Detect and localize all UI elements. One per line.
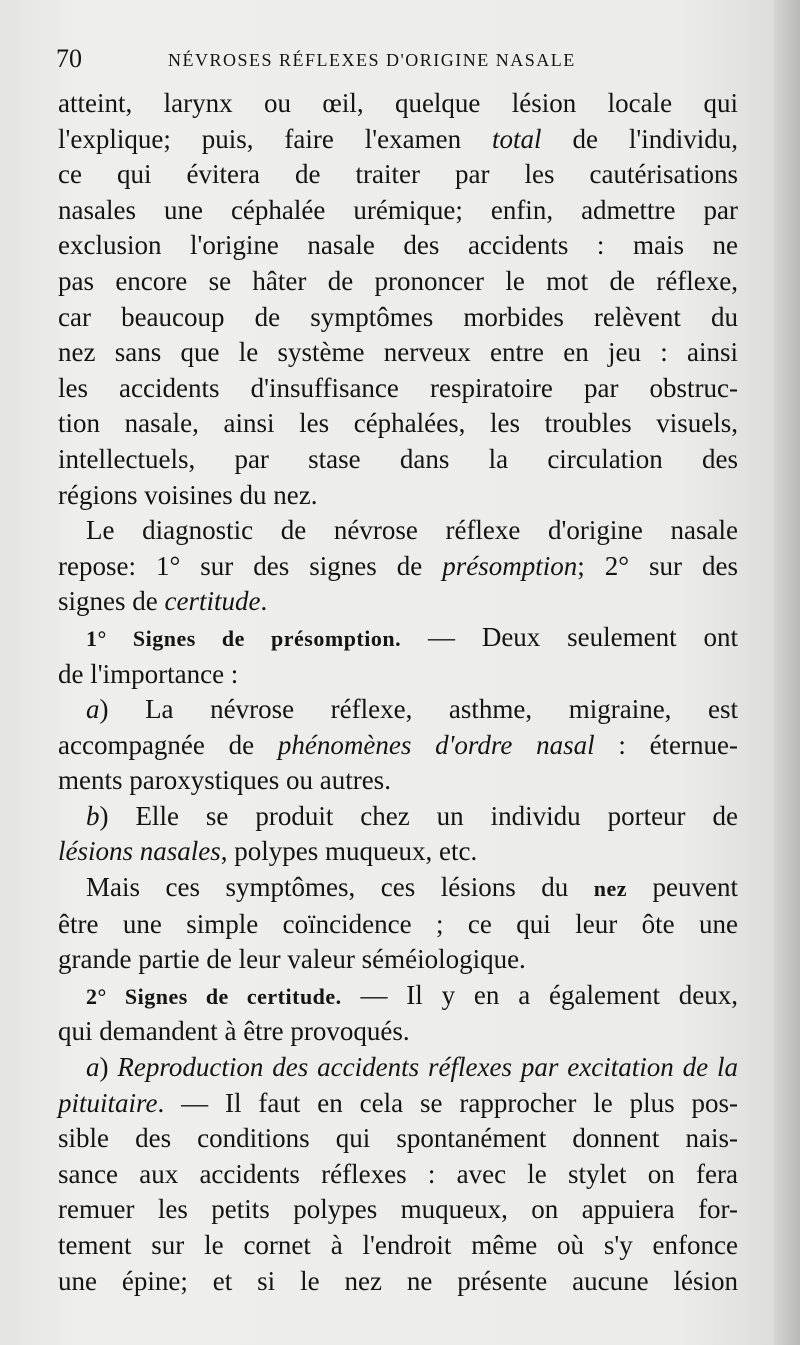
text-segment: . xyxy=(260,586,268,617)
text-line xyxy=(58,1050,738,1086)
text-segment: ) La névrose réflexe, asthme, migraine, est xyxy=(99,694,738,725)
text-segment: sible des conditions qui spontanément donnent nais- xyxy=(58,1123,738,1154)
running-title: NÉVROSES RÉFLEXES D'ORIGINE NASALE xyxy=(168,50,576,70)
text-segment: de l'importance : xyxy=(58,658,239,689)
text-segment: , polypes muqueux, etc. xyxy=(220,836,478,867)
text-segment: a xyxy=(86,1052,100,1083)
text-segment: tion nasale, ainsi les céphalées, les troubles visuels, xyxy=(58,408,738,439)
text-segment: être une simple coïncidence ; ce qui leur ôte une xyxy=(58,908,738,939)
text-segment: exclusion l'origine nasale des accidents : mais ne xyxy=(58,230,738,261)
text-segment: 2° Signes de certitude. xyxy=(86,983,342,1009)
text-segment: présomption xyxy=(442,550,578,581)
text-line xyxy=(58,122,738,158)
page-number: 70 xyxy=(56,44,82,73)
text-segment: de l'individu, xyxy=(541,123,739,154)
text-line xyxy=(58,1121,738,1157)
text-segment: sance aux accidents réflexes : avec le stylet on fera xyxy=(58,1158,738,1189)
text-segment: une épine; et si le nez ne présente aucune lésion xyxy=(58,1265,738,1296)
text-line xyxy=(58,584,738,620)
text-line xyxy=(58,264,738,300)
text-line xyxy=(58,513,738,549)
text-line xyxy=(58,1086,738,1122)
text-segment: tement sur le cornet à l'endroit même où s'y enfonce xyxy=(58,1230,738,1260)
text-segment: : éternue- xyxy=(594,729,739,760)
text-line xyxy=(58,799,738,835)
text-segment: — Deux seulement ont xyxy=(401,621,738,652)
text-line xyxy=(58,86,738,122)
text-segment: l'explique; puis, faire l'examen xyxy=(58,123,493,154)
text-segment: pas encore se hâter de prononcer le mot de réflexe, xyxy=(58,265,738,296)
text-segment: pituitaire xyxy=(58,1087,158,1118)
text-segment: ) xyxy=(99,1052,118,1083)
text-line xyxy=(58,1192,738,1228)
text-segment: nasales une céphalée urémique; enfin, admettre par xyxy=(58,194,738,225)
text-line xyxy=(58,657,738,693)
text-line xyxy=(58,300,738,336)
text-segment: Mais ces symptômes, ces lésions du xyxy=(86,872,594,903)
text-segment: grande partie de leur valeur séméiologique. xyxy=(58,944,526,975)
text-segment: les accidents d'insuffisance respiratoire par obstruc- xyxy=(58,372,738,403)
text-segment: nez xyxy=(593,876,627,902)
text-segment: a xyxy=(86,694,100,725)
text-segment: régions voisines du nez. xyxy=(58,479,318,510)
text-segment: atteint, larynx ou œil, quelque lésion locale qui xyxy=(58,88,738,118)
text-segment: ; 2° sur des xyxy=(577,550,738,581)
text-segment: Le diagnostic de névrose réflexe d'origine nasale xyxy=(86,515,738,546)
text-line xyxy=(58,692,738,728)
text-line xyxy=(58,763,738,799)
text-segment: ments paroxystiques ou autres. xyxy=(58,765,391,796)
page-header xyxy=(56,44,736,80)
text-line xyxy=(58,157,738,193)
text-line xyxy=(58,371,738,407)
text-segment: peuvent xyxy=(627,872,738,903)
body-text xyxy=(58,86,738,1299)
text-segment: b xyxy=(86,800,100,831)
text-segment: total xyxy=(492,123,542,154)
text-line xyxy=(58,1157,738,1193)
text-segment: car beaucoup de symptômes morbides relèvent du xyxy=(58,301,738,332)
text-segment: Reproduction des accidents réflexes par excitation de la xyxy=(117,1052,738,1083)
text-line xyxy=(58,549,738,585)
text-line xyxy=(58,442,738,478)
text-segment: phénomènes d'ordre nasal xyxy=(277,729,595,760)
text-segment: repose: 1° sur des signes de xyxy=(58,550,443,581)
text-line xyxy=(58,1264,738,1300)
text-segment: certitude xyxy=(164,586,261,617)
text-line xyxy=(58,907,738,943)
text-segment: accompagnée de xyxy=(58,729,278,760)
text-segment: lésions nasales xyxy=(58,836,221,867)
text-segment: ce qui évitera de traiter par les cautérisations xyxy=(58,159,738,190)
text-line xyxy=(58,478,738,514)
text-segment: . — Il faut en cela se rapprocher le plus pos- xyxy=(157,1087,738,1118)
text-line xyxy=(58,1014,738,1050)
text-segment: 1° Signes de présomption. xyxy=(86,625,402,651)
text-segment: nez sans que le système nerveux entre en jeu : ainsi xyxy=(58,337,738,368)
text-segment: intellectuels, par stase dans la circulation des xyxy=(58,443,738,474)
page-gutter xyxy=(774,0,800,1345)
text-line xyxy=(58,406,738,442)
text-segment: signes de xyxy=(58,586,165,617)
text-segment: remuer les petits polypes muqueux, on appuiera for- xyxy=(58,1194,738,1225)
text-line xyxy=(58,1228,738,1264)
text-line xyxy=(58,228,738,264)
text-segment: qui demandent à être provoqués. xyxy=(58,1016,410,1047)
text-segment: — Il y en a également deux, xyxy=(341,979,738,1010)
text-line xyxy=(58,834,738,870)
text-line xyxy=(58,620,738,657)
text-line xyxy=(58,193,738,229)
text-line xyxy=(58,728,738,764)
text-line xyxy=(58,870,738,907)
text-line xyxy=(58,335,738,371)
text-segment: ) Elle se produit chez un individu porteur de xyxy=(99,800,738,831)
text-line xyxy=(58,978,738,1015)
text-line xyxy=(58,942,738,978)
